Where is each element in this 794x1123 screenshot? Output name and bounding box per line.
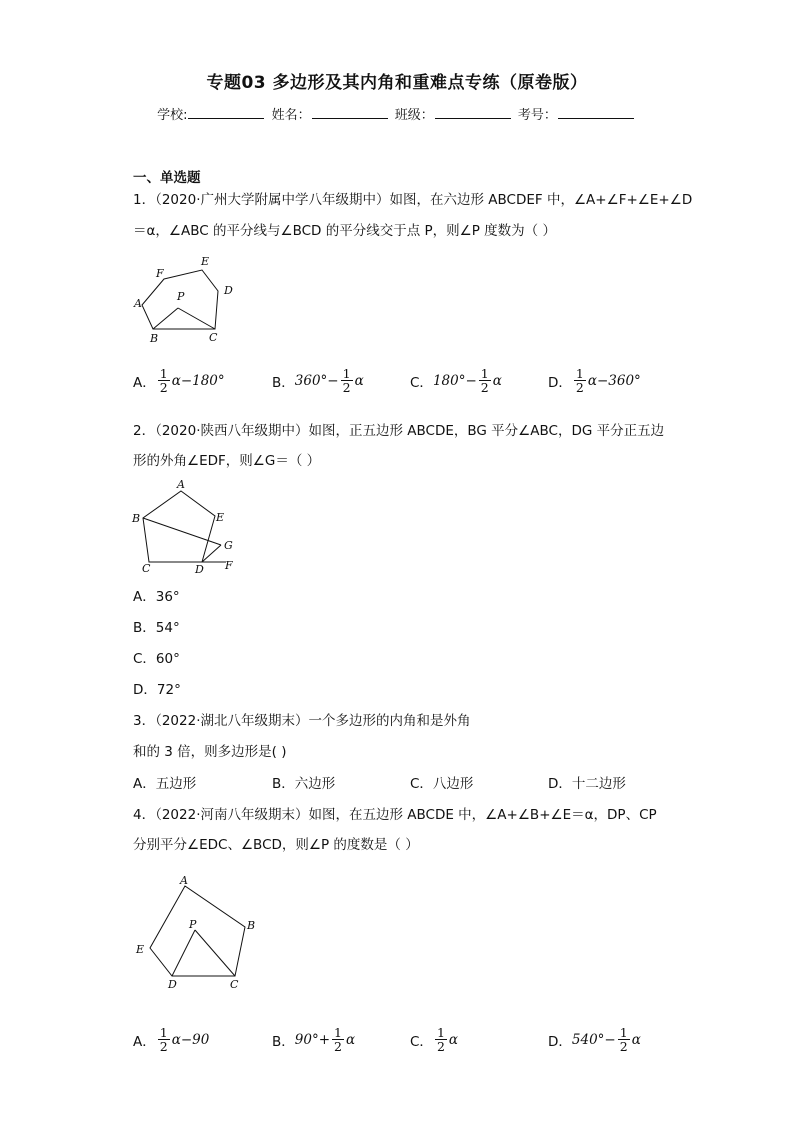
q1-hexagon-figure [130, 253, 250, 348]
label-A: A [180, 874, 188, 887]
section-heading: 一、单选题 [133, 170, 201, 186]
q2-option-b[interactable]: B．54° [133, 620, 180, 636]
label-A: A [177, 478, 185, 491]
q1-option-a[interactable]: A． $\frac{1}{2}$ α−180° [133, 366, 225, 395]
q4-line2: 分别平分∠EDC、∠BCD，则∠P 的度数是（ ） [133, 837, 419, 853]
q3-line1: 3．（2022·湖北八年级期末）一个多边形的内角和是外角 [133, 713, 471, 729]
label-E: E [216, 511, 225, 524]
school-label: 学校: [157, 108, 188, 123]
label-E: E [201, 255, 210, 268]
q1-line2: ＝α，∠ABC 的平分线与∠BCD 的平分线交于点 P，则∠P 度数为（ ） [133, 223, 556, 239]
q3-option-c[interactable]: C．八边形 [410, 776, 474, 792]
q4-option-b[interactable]: B． 90°+ $\frac{1}{2}$ α [272, 1025, 356, 1054]
name-blank[interactable] [312, 106, 388, 119]
q2-pentagon-figure [128, 476, 248, 576]
school-blank[interactable] [188, 106, 264, 119]
label-C: C [142, 562, 151, 575]
label-G: G [224, 539, 233, 552]
q4-pentagon-figure [130, 872, 265, 992]
q3-option-a[interactable]: A．五边形 [133, 776, 197, 792]
number-blank[interactable] [558, 106, 634, 119]
number-label: 考号： [517, 108, 557, 123]
class-blank[interactable] [435, 106, 511, 119]
label-B: B [132, 512, 141, 525]
name-label: 姓名： [271, 108, 311, 123]
q3-line2: 和的 3 倍，则多边形是( ) [133, 744, 287, 760]
q4-line1: 4．（2022·河南八年级期末）如图，在五边形 ABCDE 中，∠A+∠B+∠E＝α，DP、CP [133, 807, 657, 823]
q1-option-d[interactable]: D． $\frac{1}{2}$ α−360° [548, 366, 641, 395]
q1-line1: 1．（2020·广州大学附属中学八年级期中）如图，在六边形 ABCDEF 中，∠A+∠F+∠E+∠D [133, 192, 693, 208]
label-D: D [195, 563, 204, 576]
label-D: D [168, 978, 177, 991]
q3-option-d[interactable]: D．十二边形 [548, 776, 626, 792]
q4-option-a[interactable]: A． $\frac{1}{2}$ α−90 [133, 1025, 210, 1054]
q4-option-c[interactable]: C． $\frac{1}{2}$ α [410, 1025, 459, 1054]
student-info-line [0, 104, 794, 123]
q2-line2: 形的外角∠EDF，则∠G＝（ ） [133, 453, 321, 469]
class-label: 班级： [394, 108, 434, 123]
q4-option-d[interactable]: D． 540°− $\frac{1}{2}$ α [548, 1025, 641, 1054]
q2-option-c[interactable]: C．60° [133, 651, 180, 667]
label-C: C [209, 331, 218, 344]
q2-line1: 2．（2020·陕西八年级期中）如图，正五边形 ABCDE，BG 平分∠ABC，DG 平分正五边 [133, 423, 665, 439]
q3-option-b[interactable]: B．六边形 [272, 776, 336, 792]
label-D: D [224, 284, 233, 297]
label-P: P [189, 918, 197, 931]
q2-option-d[interactable]: D．72° [133, 682, 181, 698]
label-P: P [177, 290, 185, 303]
q2-option-a[interactable]: A．36° [133, 589, 180, 605]
document-title: 专题03 多边形及其内角和重难点专练（原卷版） [206, 73, 588, 93]
label-B: B [150, 332, 159, 345]
label-C: C [230, 978, 239, 991]
label-E: E [136, 943, 145, 956]
label-A: A [134, 297, 142, 310]
q1-option-c[interactable]: C． 180°− $\frac{1}{2}$ α [410, 366, 502, 395]
q1-option-b[interactable]: B． 360°− $\frac{1}{2}$ α [272, 366, 364, 395]
label-B: B [247, 919, 256, 932]
label-F: F [156, 267, 164, 280]
label-F: F [225, 559, 233, 572]
